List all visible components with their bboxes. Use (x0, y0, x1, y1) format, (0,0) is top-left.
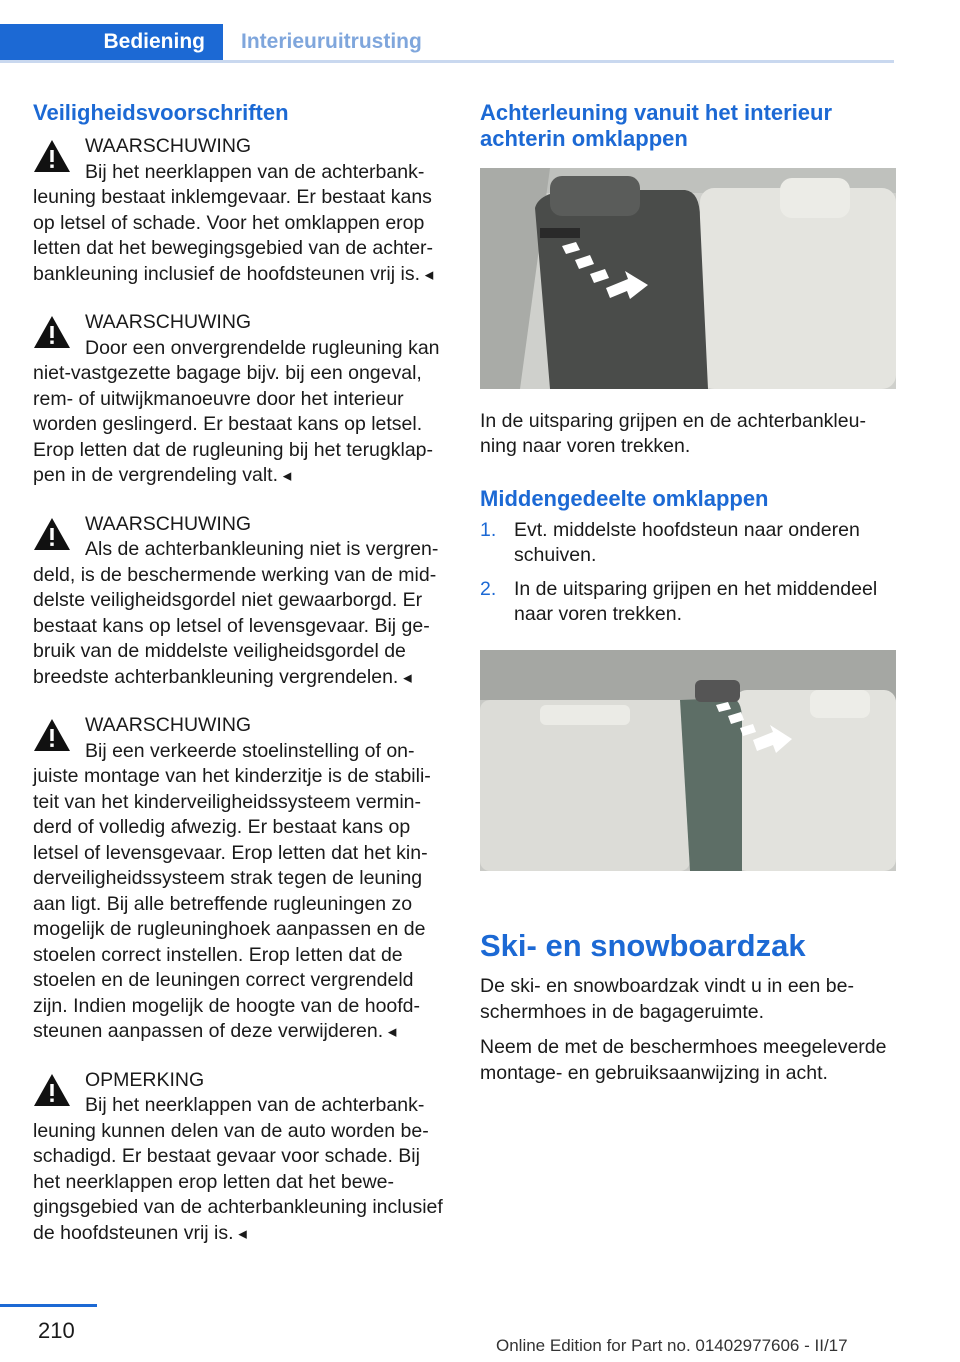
header-rule (0, 60, 894, 63)
warning-text: Door een onvergrendelde rugleuning kan niet-vastgezette bagage bijv. bij een ongeval, rem- of uitwijkmanoeuvre door het interieur worden geslingerd. Er bestaat kans op letsel. Erop letten dat de rugleuning bij het terugklappen in de vergrendeling valt. ◂ (33, 337, 440, 487)
list-item (480, 577, 896, 628)
step-text: In de uitsparing grijpen en het middendeel naar voren trekken. (514, 577, 878, 625)
paragraph-fold-backrest: In de uitsparing grijpen en de achterbankleuning naar voren trekken. (480, 409, 866, 457)
note-block (33, 1068, 447, 1247)
warning-text: Als de achterbankleuning niet is vergrendeld, is de beschermende werking van de middelste veiligheidsgordel niet gewaarborgd. Er bestaat kans op letsel of levensgevaar. Bij gebruik van de middelste veiligheidsgordel de breedste achterbankleuning vergrendelen. ◂ (33, 538, 438, 688)
page-number: 210 (38, 1318, 75, 1343)
list-item (480, 518, 896, 569)
note-title: OPMERKING (85, 1068, 205, 1091)
warning-block (33, 512, 447, 691)
tab-interieuruitrusting[interactable]: Interieuruitrusting (241, 30, 422, 53)
footer-rule (0, 1304, 97, 1307)
warning-title: WAARSCHUWING (85, 512, 252, 535)
warning-triangle-icon (33, 315, 71, 349)
section-heading-fold-backrest: Achterleuning vanuit het interieur achterin omklappen (480, 100, 833, 151)
warning-block (33, 310, 447, 489)
paragraph-ski-bag-location: De ski- en snowboardzak vindt u in een beschermhoes in de bagageruimte. (480, 975, 854, 1023)
steps-list (480, 518, 896, 628)
rear-seat-backrest-photo (480, 168, 896, 389)
left-column (33, 100, 447, 1269)
edition-note: Online Edition for Part no. 01402977606 - II/17 (496, 1336, 848, 1355)
warning-title: WAARSCHUWING (85, 135, 252, 157)
warning-block (33, 134, 447, 287)
step-number: 2. (480, 577, 497, 600)
right-column (480, 100, 896, 1086)
section-heading-middle-section: Middengedeelte omklappen (480, 485, 769, 511)
warning-text: Bij het neerklappen van de achterbankleuning bestaat inklemgevaar. Er bestaat kans op letsel of schade. Voor het omklappen erop letten dat het bewegingsgebied van de achterbankleuning inclusief de hoofdsteunen vrij is. ◂ (33, 161, 433, 285)
step-number: 1. (480, 518, 497, 541)
warning-title: WAARSCHUWING (85, 311, 252, 333)
middle-section-photo (480, 650, 896, 871)
warning-triangle-icon (33, 139, 71, 173)
step-text: Evt. middelste hoofdsteun naar onderen schuiven. (514, 518, 860, 566)
tab-bediening[interactable]: Bediening (0, 24, 223, 60)
warning-title: WAARSCHUWING (85, 714, 252, 736)
warning-block (33, 713, 447, 1045)
paragraph-ski-bag-manual: Neem de met de beschermhoes meegeleverde montage- en gebruiksaanwijzing in acht. (480, 1036, 887, 1084)
section-heading-ski-bag: Ski- en snowboardzak (480, 928, 806, 963)
warning-triangle-icon (33, 1073, 71, 1107)
warning-triangle-icon (33, 718, 71, 752)
warning-text: Bij een verkeerde stoelinstelling of onjuiste montage van het kinderzitje is de stabiliteit van het kinderveiligheidssysteem verminderd of volledig afwezig. Er bestaat kans op letsel of levensgevaar. Erop letten dat het kinderveiligheidssysteem strak tegen de leuning aan ligt. Bij alle betreffende rugleuningen zo mogelijk de rugleuninghoek aanpassen en de stoelen correct instellen. Erop letten dat de stoelen en de leuningen correct vergrendeld zijn. Indien mogelijk de hoogte van de hoofdsteunen aanpassen of deze verwijderen. ◂ (33, 740, 431, 1043)
warning-triangle-icon (33, 517, 71, 551)
safety-heading: Veiligheidsvoorschriften (33, 100, 289, 125)
page-header (0, 24, 894, 64)
note-text: Bij het neerklappen van de achterbankleuning kunnen delen van de auto worden beschadigd. Er bestaat gevaar voor schade. Bij het neerklappen erop letten dat het bewegingsgebied van de achterbankleuning inclusief de hoofdsteunen vrij is. ◂ (33, 1094, 443, 1244)
